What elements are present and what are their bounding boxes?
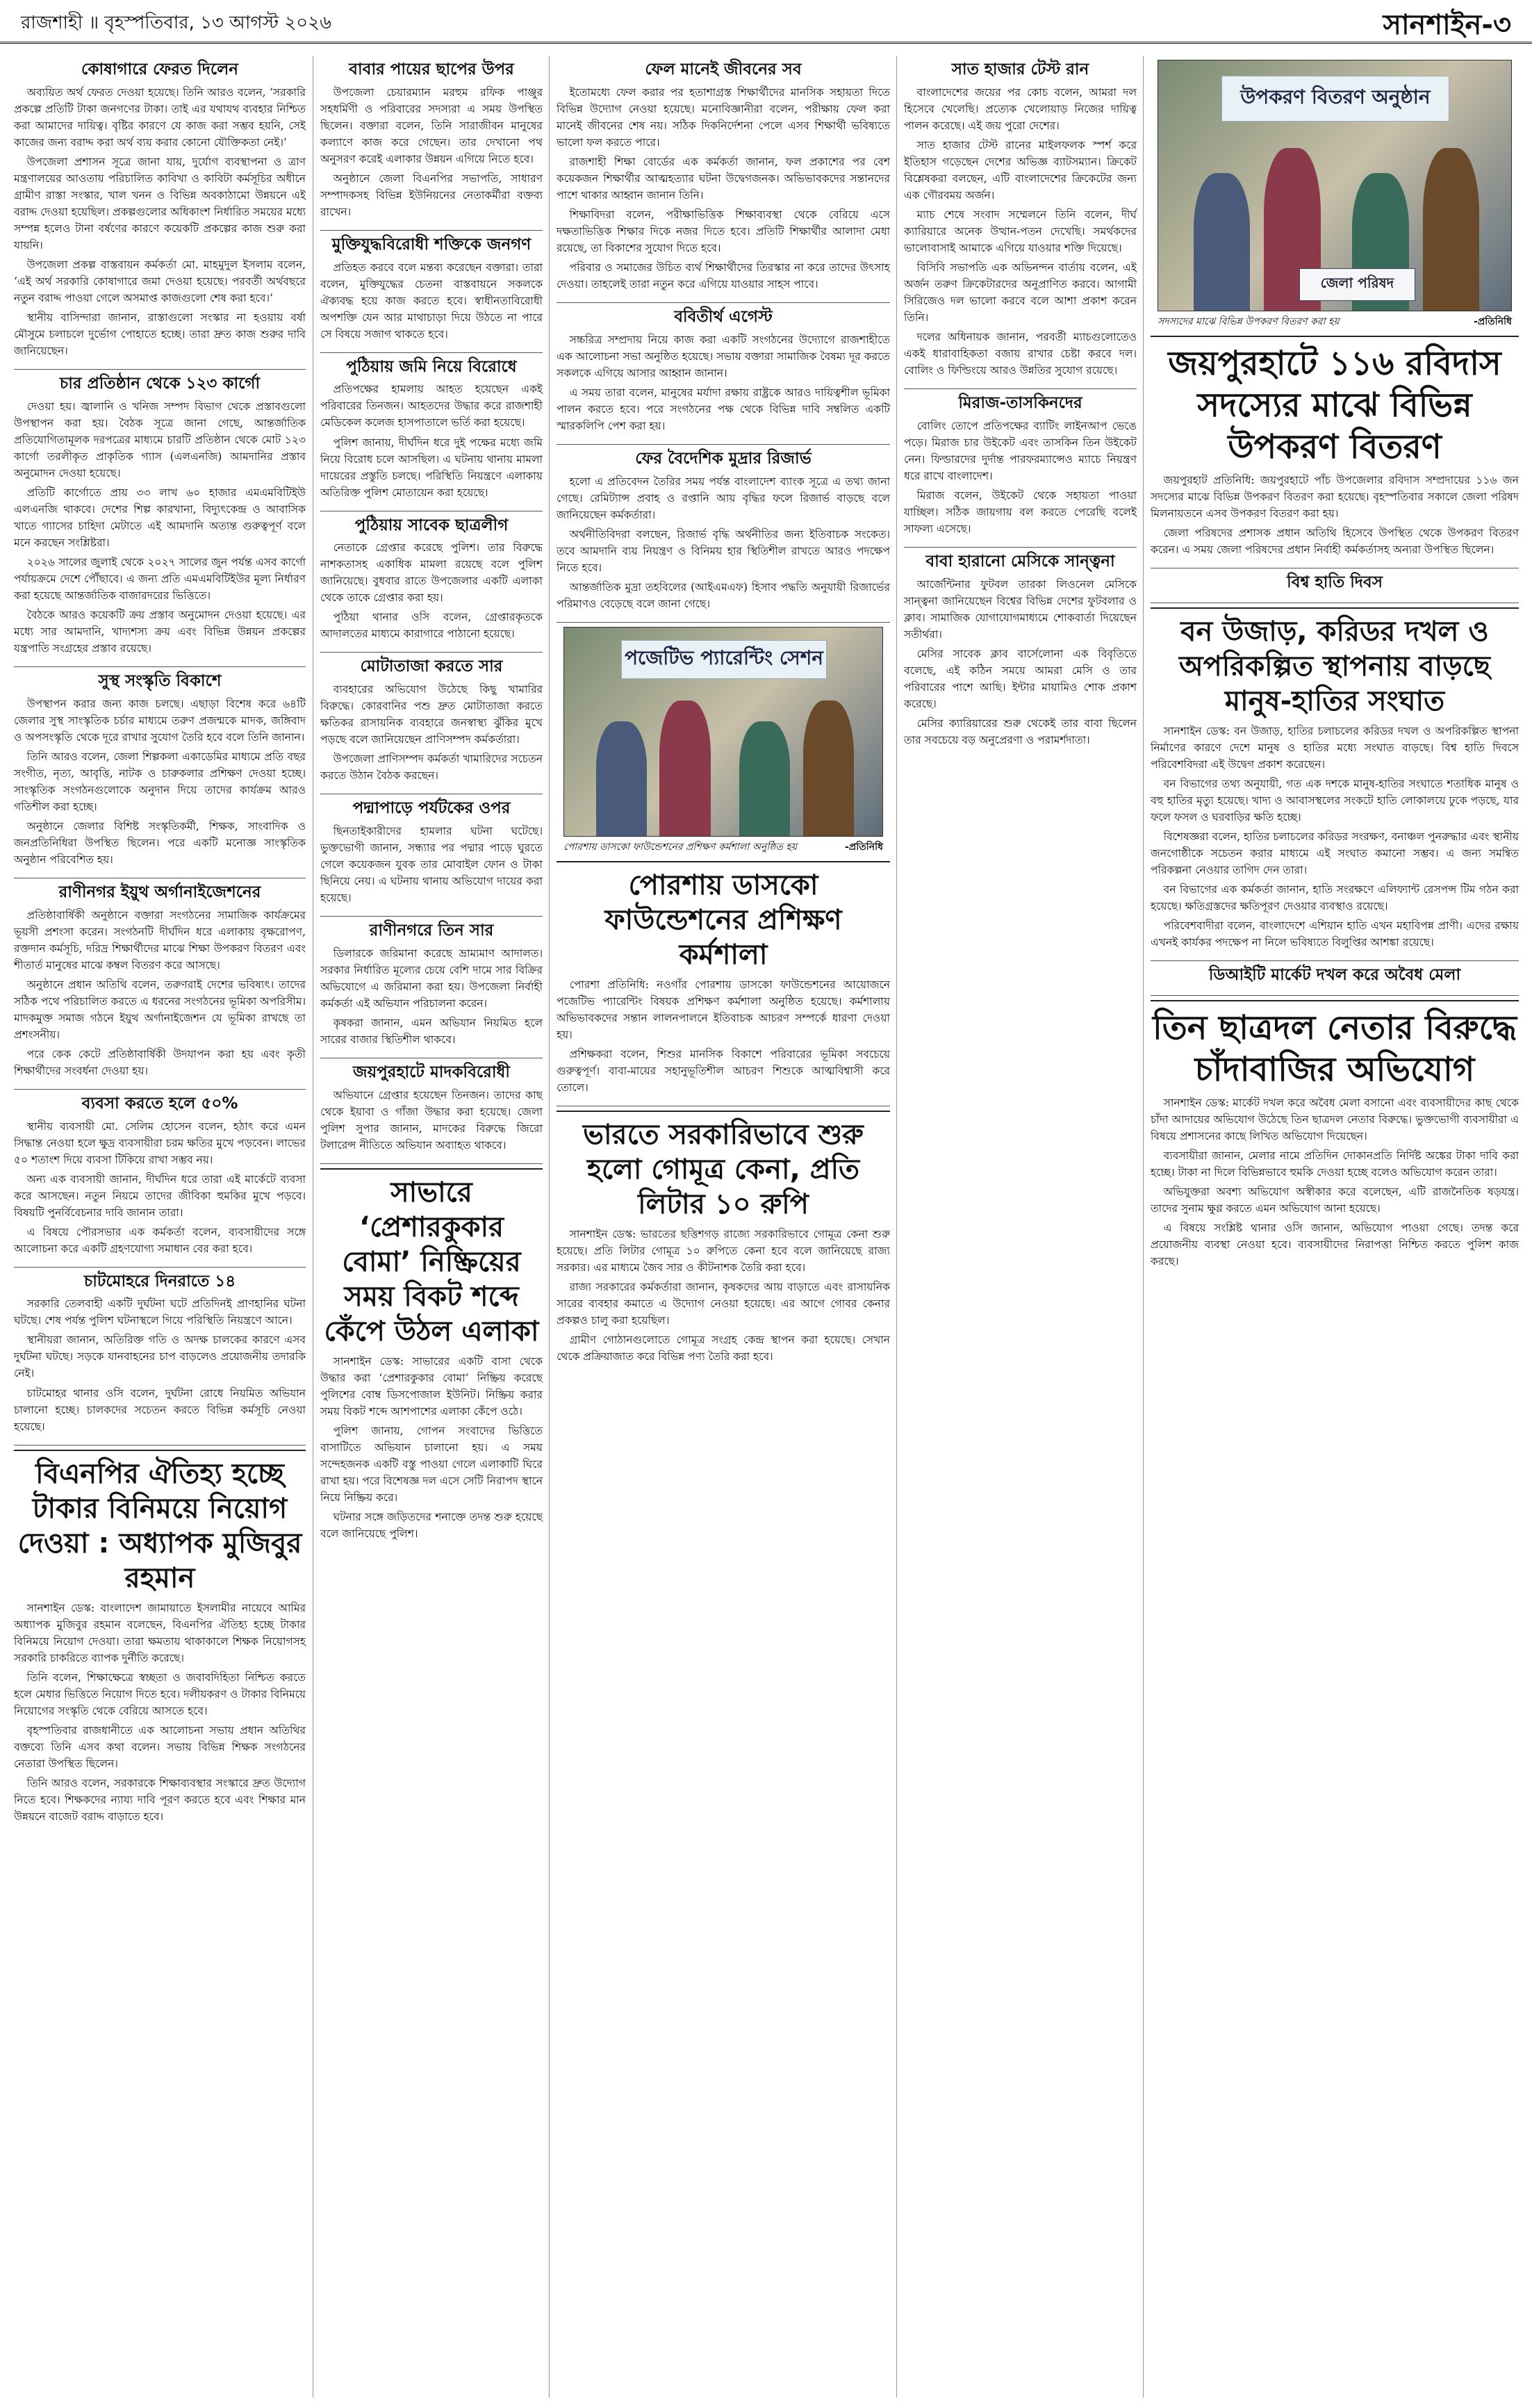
article-body: [14, 1295, 306, 1434]
photo-banner: উপকরণ বিতরণ অনুষ্ঠান: [1221, 76, 1449, 122]
article: [320, 235, 543, 343]
paragraph: ব্যবহারের অভিযোগ উঠেছে কিছু খামারির বিরুদ্ধে। কোরবানির পশু দ্রুত মোটাতাজা করতে ক্ষতিকর রাসায়নিক ব্যবহারে জনস্বাস্থ্য ঝুঁকির মুখে পড়ছে বলে জানিয়েছেন প্রাণিসম্পদ কর্মকর্তারা।: [320, 683, 543, 746]
paragraph: বিসিবি সভাপতি এক অভিনন্দন বার্তায় বলেন, এই অর্জন তরুণ ক্রিকেটারদের অনুপ্রাণিত করবে। আগামী সিরিজেও দল ভালো করবে বলে আশা প্রকাশ করেন তিনি।: [904, 261, 1137, 324]
paragraph: উপস্থাপন করার জন্য কাজ চলছে। এছাড়া বিশেষ করে ৬৪টি জেলার সুস্থ সাংস্কৃতিক চর্চার মাধ্যমে তরুণ প্রজন্মকে মাদক, জঙ্গিবাদ ও অপসংস্কৃতি থেকে দূরে রাখার সুযোগ তৈরি হবে বলে তিনি জানান।: [14, 697, 306, 744]
headline: বিএনপির ঐতিহ্য হচ্ছে টাকার বিনিময়ে নিয়োগ দেওয়া : অধ্যাপক মুজিবুর রহমান: [14, 1450, 306, 1596]
person-figure: [739, 721, 790, 836]
divider: [14, 1267, 306, 1268]
caption-text: সদস্যদের মাঝে বিভিন্ন উপকরণ বিতরণ করা হয়: [1158, 316, 1340, 327]
paragraph: স্থানীয় বাসিন্দারা জানান, রাস্তাগুলো সংস্কার না হওয়ায় বর্ষা মৌসুমে চলাচলে দুর্ভোগ পোহাতে হচ্ছে। তারা দ্রুত কাজ শুরুর দাবি জানিয়েছেন।: [14, 311, 306, 357]
paragraph: ঘটনার সঙ্গে জড়িতদের শনাক্তে তদন্ত শুরু হয়েছে বলে জানিয়েছে পুলিশ।: [320, 1510, 543, 1540]
article: [1151, 1000, 1519, 1270]
paragraph: ডিলারকে জরিমানা করেছে ভ্রাম্যমাণ আদালত। সরকার নির্ধারিত মূল্যের চেয়ে বেশি দামে সার বিক্রির অভিযোগে এ জরিমানা করা হয়। উপজেলা নির্বাহী কর্মকর্তা এই অভিযান পরিচালনা করেন।: [320, 947, 543, 1010]
article: [320, 1168, 543, 1542]
photo-credit: -প্রতিনিধি: [1474, 316, 1512, 327]
paragraph: পুলিশ জানায়, দীর্ঘদিন ধরে দুই পক্ষের মধ্যে জমি নিয়ে বিরোধ চলে আসছিল। এ ঘটনায় থানায় মামলা দায়েরের প্রস্তুতি চলছে। পরিস্থিতি নিয়ন্ত্রণে এলাকায় অতিরিক্ত পুলিশ মোতায়েন করা হয়েছে।: [320, 436, 543, 499]
divider: [320, 916, 543, 917]
article-body: [14, 1600, 306, 1825]
photo-credit: -প্রতিনিধি: [845, 841, 883, 853]
headline: পুঠিয়ায় সাবেক ছাত্রলীগ: [354, 516, 509, 534]
divider: [320, 1163, 543, 1164]
article: [557, 449, 890, 612]
paragraph: প্রতিষ্ঠাবার্ষিকী অনুষ্ঠানে বক্তারা সংগঠনের সামাজিক কার্যক্রমের ভূয়সী প্রশংসা করেন। সংগঠনটি দীর্ঘদিন ধরে এলাকায় বৃক্ষরোপণ, রক্তদান কর্মসূচি, দরিদ্র শিক্ষার্থীদের মাঝে শিক্ষা উপকরণ বিতরণ এবং শীতার্ত মানুষের মাঝে কম্বল বিতরণ করে আসছে।: [14, 908, 306, 972]
paragraph: দলের অধিনায়ক জানান, পরবর্তী ম্যাচগুলোতেও একই ধারাবাহিকতা বজায় রাখার চেষ্টা করবে দল। বোলিং ও ফিল্ডিংয়ে আরও উন্নতির সুযোগ রয়েছে।: [904, 330, 1137, 377]
headline: সুস্থ সংস্কৃতি বিকাশে: [98, 671, 222, 690]
article-body: [14, 907, 306, 1079]
divider: [904, 388, 1137, 389]
person-figure: [659, 701, 710, 836]
article: [14, 1272, 306, 1435]
paragraph: বাংলাদেশের জয়ের পর কোচ বলেন, আমরা দল হিসেবে খেলেছি। প্রত্যেক খেলোয়াড় নিজের দায়িত্ব পালন করেছে। এই জয় পুরো দেশের।: [904, 85, 1137, 132]
headline: বাবা হারানো মেসিকে সান্ত্বনা: [925, 552, 1115, 571]
column-4: [896, 56, 1144, 2398]
paragraph: স্থানীয়রা জানান, অতিরিক্ত গতি ও অদক্ষ চালকের কারণে এসব দুর্ঘটনা ঘটছে। সড়কে যানবাহনের চাপ বাড়লেও প্রয়োজনীয় তদারকি নেই।: [14, 1334, 306, 1380]
article: [14, 671, 306, 868]
news-photo: [563, 627, 883, 837]
divider: [14, 369, 306, 370]
divider: [904, 547, 1137, 548]
paragraph: বৃহস্পতিবার রাজধানীতে এক আলোচনা সভায় প্রধান অতিথির বক্তব্যে তিনি এসব কথা বলেন। সভায় বিভিন্ন শিক্ষক সংগঠনের নেতারা উপস্থিত ছিলেন।: [14, 1723, 306, 1770]
paragraph: মেসির ক্যারিয়ারের শুরু থেকেই তার বাবা ছিলেন তার সবচেয়ে বড় অনুপ্রেরণা ও পরামর্শদাতা।: [904, 716, 1137, 746]
article: [1151, 573, 1519, 593]
paragraph: বন বিভাগের তথ্য অনুযায়ী, গত এক দশকে মানুষ-হাতির সংঘাতে শতাধিক মানুষ ও বহু হাতির মৃত্যু হয়েছে। খাদ্য ও আবাসস্থলের সংকটে হাতি লোকালয়ে ঢুকে পড়ছে, যার ফলে ফসল ও ঘরবাড়ির ক্ষতি হচ্ছে।: [1151, 777, 1519, 824]
article-body: [557, 1226, 890, 1365]
article-body: [904, 84, 1137, 379]
paragraph: বিশেষজ্ঞরা বলেন, হাতির চলাচলের করিডর সংরক্ষণ, বনাঞ্চল পুনরুদ্ধার এবং স্থানীয় জনগোষ্ঠীকে সচেতন করার মাধ্যমে এই সংঘাত কমানো সম্ভব। এ জন্য সমন্বিত পরিকল্পনা নেওয়ার তাগিদ দেন তারা।: [1151, 830, 1519, 876]
paragraph: আর্জেন্টিনার ফুটবল তারকা লিওনেল মেসিকে সান্ত্বনা জানিয়েছেন বিশ্বের বিভিন্ন দেশের ফুটবলার ও ক্লাব। সামাজিক যোগাযোগমাধ্যমে শোকবার্তা দিয়েছেন সতীর্থরা।: [904, 578, 1137, 641]
paragraph: হলো এ প্রতিবেদন তৈরির সময় পর্যন্ত বাংলাদেশ ব্যাংক সূত্রে এ তথ্য জানা গেছে। রেমিট্যান্স প্রবাহ ও রপ্তানি আয় বৃদ্ধির ফলে রিজার্ভ বাড়ছে বলে জানিয়েছেন কর্মকর্তারা।: [557, 475, 890, 521]
paragraph: কৃষকরা জানান, এমন অভিযান নিয়মিত হলে সারের বাজার স্থিতিশীল থাকবে।: [320, 1016, 543, 1046]
paragraph: মিরাজ বলেন, উইকেট থেকে সহায়তা পাওয়া যাচ্ছিল। সঠিক জায়গায় বল করতে পেরেছি বলেই সাফল্য এসেছে।: [904, 489, 1137, 535]
paragraph: উপজেলা চেয়ারম্যান মরহুম রফিক পাঞ্জুর সহধর্মিণী ও পরিবারের সদস্যরা এ সময় উপস্থিত ছিলেন। বক্তারা বলেন, তিনি সারাজীবন মানুষের কল্যাণে কাজ করে গেছেন। তার দেখানো পথ অনুসরণ করেই এলাকার উন্নয়ন এগিয়ে নিতে হবে।: [320, 85, 543, 165]
paragraph: উপজেলা প্রকল্প বাস্তবায়ন কর্মকর্তা মো. মাহমুদুল ইসলাম বলেন, ‘এই অর্থ সরকারি কোষাগারে জমা দেওয়া হয়েছে। পরবর্তী অর্থবছরে নতুন বরাদ্দ পাওয়া গেলে অসমাপ্ত কাজগুলো শেষ করা হবে।’: [14, 258, 306, 304]
paragraph: অভিযানে গ্রেপ্তার হয়েছেন তিনজন। তাদের কাছ থেকে ইয়াবা ও গাঁজা উদ্ধার করা হয়েছে। জেলা পুলিশ সুপার জানান, মাদকের বিরুদ্ধে জিরো টলারেন্স নীতিতে অভিযান অব্যাহত থাকবে।: [320, 1088, 543, 1152]
column-3: [549, 56, 897, 2398]
divider: [557, 444, 890, 445]
headline: পুঠিয়ায় জমি নিয়ে বিরোধে: [346, 357, 517, 376]
article: [904, 60, 1137, 379]
article: [320, 60, 543, 220]
article: [14, 883, 306, 1079]
photo-caption: [563, 841, 883, 854]
article: [1151, 965, 1519, 985]
headline: ডিআইটি মার্কেট দখল করে অবৈধ মেলা: [1208, 965, 1461, 984]
article: [557, 307, 890, 434]
article-body: [320, 945, 543, 1048]
paragraph: সানশাইন ডেস্ক: ভারতের ছত্তিশগড় রাজ্যে সরকারিভাবে গোমূত্র কেনা শুরু হয়েছে। প্রতি লিটার গোমূত্র ১০ রুপিতে কেনা হবে বলে জানিয়েছে রাজ্য সরকার। এর মাধ্যমে জৈব সার ও কীটনাশক তৈরি করা হবে।: [557, 1227, 890, 1274]
paragraph: অনুষ্ঠানে প্রধান অতিথি বলেন, তরুণরাই দেশের ভবিষ্যৎ। তাদের সঠিক পথে পরিচালিত করতে এ ধরনের সংগঠনের ভূমিকা অপরিসীম। মাদকমুক্ত সমাজ গঠনে ইয়ুথ অর্গানাইজেশন যে ভূমিকা রাখছে তা প্রশংসনীয়।: [14, 978, 306, 1041]
paragraph: সানশাইন ডেস্ক: বন উজাড়, হাতির চলাচলের করিডর দখল ও অপরিকল্পিত স্থাপনা নির্মাণের কারণে দেশে মানুষ ও হাতির মধ্যে সংঘাত বাড়ছে। বিশ্ব হাতি দিবসে পরিবেশবিদরা এই উদ্বেগ প্রকাশ করেছেন।: [1151, 724, 1519, 771]
article-body: [904, 576, 1137, 748]
person-figure: [1194, 173, 1250, 311]
article: [14, 1450, 306, 1825]
article-body: [1151, 1095, 1519, 1270]
paragraph: পুলিশ জানায়, গোপন সংবাদের ভিত্তিতে বাসাটিতে অভিযান চালানো হয়। এ সময় সন্দেহজনক একটি বস্তু পাওয়া গেলে এলাকাটি ঘিরে রাখা হয়। পরে বিশেষজ্ঞ দল এসে সেটি নিরাপদ স্থানে নিয়ে নিষ্ক্রিয় করে।: [320, 1424, 543, 1504]
article: [14, 374, 306, 657]
paragraph: নেতাকে গ্রেপ্তার করেছে পুলিশ। তার বিরুদ্ধে নাশকতাসহ একাধিক মামলা রয়েছে বলে পুলিশ জানিয়েছে। বুধবার রাতে উপজেলার একটি এলাকা থেকে তাকে গ্রেপ্তার করা হয়।: [320, 541, 543, 605]
paragraph: ২০২৬ সালের জুলাই থেকে ২০২৭ সালের জুন পর্যন্ত এসব কার্গো পর্যায়ক্রমে দেশে পৌঁছাবে। এ জন্য প্রতি এমএমবিটিইউর মূল্য নির্ধারণ করা হয়েছে আন্তর্জাতিক বাজারদরের ভিত্তিতে।: [14, 555, 306, 602]
paragraph: সানশাইন ডেস্ক: সাভারের একটি বাসা থেকে উদ্ধার করা ‘প্রেশারকুকার বোমা’ নিষ্ক্রিয় করেছে পুলিশের বোম্ব ডিসপোজাল ইউনিট। নিষ্ক্রিয় করার সময় বিকট শব্দে আশপাশের এলাকা কেঁপে ওঠে।: [320, 1354, 543, 1418]
paragraph: উপজেলা প্রশাসন সূত্রে জানা যায়, দুর্যোগ ব্যবস্থাপনা ও ত্রাণ মন্ত্রণালয়ের আওতায় পরিচালিত কাবিখা ও কাবিটা কর্মসূচির অধীনে গ্রামীণ রাস্তা সংস্কার, খাল খনন ও বিভিন্ন অবকাঠামো উন্নয়নে এই বরাদ্দ দেওয়া হয়েছিল। প্রকল্পগুলোর অধিকাংশ নির্ধারিত সময়ের মধ্যে সম্পন্ন হলেও টানা বর্ষণের কারণে কয়েকটি প্রকল্পের কাজ শুরু করা যায়নি।: [14, 155, 306, 252]
paragraph: ইতোমধ্যে ফেল করার পর হতাশাগ্রস্ত শিক্ষার্থীদের মানসিক সহায়তা দিতে বিভিন্ন উদ্যোগ নেওয়া হয়েছে। মনোবিজ্ঞানীরা বলেন, পরীক্ষায় ফেল করা মানেই জীবনের শেষ নয়। সঠিক দিকনির্দেশনা পেলে এসব শিক্ষার্থী ভবিষ্যতে ভালো ফল করতে পারে।: [557, 85, 890, 149]
paragraph: পোরশা প্রতিনিধি: নওগাঁর পোরশায় ডাসকো ফাউন্ডেশনের আয়োজনে পজেটিভ প্যারেন্টিং বিষয়ক প্রশিক্ষণ কর্মশালা অনুষ্ঠিত হয়েছে। কর্মশালায় অভিভাবকদের সন্তান লালনপালনে ইতিবাচক আচরণ সম্পর্কে ধারণা দেওয়া হয়।: [557, 978, 890, 1041]
photo-banner: পজেটিভ প্যারেন্টিং সেশন: [621, 640, 826, 679]
article: [320, 921, 543, 1048]
headline: বন উজাড়, করিডর দখল ও অপরিকল্পিত স্থাপনায় বাড়ছে মানুষ-হাতির সংঘাত: [1151, 607, 1519, 719]
paragraph: বন বিভাগের এক কর্মকর্তা জানান, হাতি সংরক্ষণে এলিফ্যান্ট রেসপন্স টিম গঠন করা হয়েছে। ক্ষতিগ্রস্তদের ক্ষতিপূরণ দেওয়ার ব্যবস্থাও রয়েছে।: [1151, 883, 1519, 912]
divider: [320, 652, 543, 653]
headline: চার প্রতিষ্ঠান থেকে ১২৩ কার্গো: [59, 375, 261, 393]
paragraph: রাজশাহী শিক্ষা বোর্ডের এক কর্মকর্তা জানান, ফল প্রকাশের পর বেশ কয়েকজন শিক্ষার্থীর আত্মহত্যার ঘটনা উদ্বেগজনক। অভিভাবকদের সন্তানদের পাশে থাকার আহ্বান জানান তিনি।: [557, 155, 890, 202]
paragraph: পরিবার ও সমাজের উচিত ব্যর্থ শিক্ষার্থীদের তিরস্কার না করে তাদের উৎসাহ দেওয়া। তাহলেই তারা নতুন করে এগিয়ে যাওয়ার সাহস পাবে।: [557, 261, 890, 290]
article: [1151, 60, 1519, 558]
article-body: [320, 1087, 543, 1154]
headline: পদ্মাপাড়ে পর্যটকের ওপর: [352, 799, 511, 818]
paragraph: রাজ্য সরকারের কর্মকর্তারা জানান, কৃষকদের আয় বাড়াতে এবং রাসায়নিক সারের ব্যবহার কমাতে এ উদ্যোগ নেওয়া হয়েছে। এর আগে গোবর কেনার প্রকল্পও চালু করা হয়েছিল।: [557, 1280, 890, 1327]
photo-caption: [1158, 316, 1512, 329]
article-body: [320, 681, 543, 784]
divider: [557, 302, 890, 303]
paragraph: চাটমোহর থানার ওসি বলেন, দুর্ঘটনা রোধে নিয়মিত অভিযান চালানো হচ্ছে। চালকদের সচেতন করতে বিভিন্ন কর্মসূচি নেওয়া হয়েছে।: [14, 1386, 306, 1433]
paragraph: অব্যয়িত অর্থ ফেরত দেওয়া হয়েছে। তিনি আরও বলেন, ‘সরকারি প্রকল্পে প্রতিটি টাকা জনগণের টাকা। তাই এর যথাযথ ব্যবহার নিশ্চিত করা আমাদের দায়িত্ব। বৃষ্টির কারণে যে কাজ করা সম্ভব হয়নি, সেই কাজের জন্য বরাদ্দ করা অর্থ ব্যয় করার কোনো যৌক্তিকতা নেই।’: [14, 85, 306, 149]
paragraph: সানশাইন ডেস্ক: মার্কেট দখল করে অবৈধ মেলা বসানো এবং ব্যবসায়ীদের কাছ থেকে চাঁদা আদায়ের অভিযোগ উঠেছে তিন ছাত্রদল নেতার বিরুদ্ধে। ভুক্তভোগী ব্যবসায়ীরা এ বিষয়ে প্রশাসনের কাছে লিখিত অভিযোগ দিয়েছেন।: [1151, 1096, 1519, 1142]
column-2: [313, 56, 550, 2398]
article-body: [320, 823, 543, 906]
paragraph: পরিবেশবাদীরা বলেন, বাংলাদেশে এশিয়ান হাতি এখন মহাবিপন্ন প্রাণী। এদের রক্ষায় এখনই কার্যকর পদক্ষেপ না নিলে ভবিষ্যতে বিলুপ্তির আশঙ্কা রয়েছে।: [1151, 919, 1519, 949]
paragraph: আন্তর্জাতিক মুদ্রা তহবিলের (আইএমএফ) হিসাব পদ্ধতি অনুযায়ী রিজার্ভের পরিমাণও বেড়েছে বলে জানা গেছে।: [557, 580, 890, 610]
paragraph: তিনি বলেন, শিক্ষাক্ষেত্রে স্বচ্ছতা ও জবাবদিহিতা নিশ্চিত করতে হলে মেধার ভিত্তিতে নিয়োগ দিতে হবে। দলীয়করণ ও টাকার বিনিময়ে নিয়োগের সংস্কৃতি থেকে বেরিয়ে আসতে হবে।: [14, 1671, 306, 1717]
caption-text: পোরশায় ডাসকো ফাউন্ডেশনের প্রশিক্ষণ কর্মশালা অনুষ্ঠিত হয়: [563, 841, 797, 853]
headline: বাবার পায়ের ছাপের উপর: [349, 60, 514, 79]
paragraph: সানশাইন ডেস্ক: বাংলাদেশ জামায়াতে ইসলামীর নায়েবে আমির অধ্যাপক মুজিবুর রহমান বলেছেন, বিএনপির ঐতিহ্য হচ্ছে টাকার বিনিময়ে নিয়োগ দেওয়া। তারা ক্ষমতায় থাকাকালে শিক্ষক নিয়োগসহ সরকারি চাকরিতে ব্যাপক দুর্নীতি করেছে।: [14, 1601, 306, 1664]
person-figure: [596, 721, 647, 836]
paragraph: এ বিষয়ে সংশ্লিষ্ট থানার ওসি জানান, অভিযোগ পাওয়া গেছে। তদন্ত করে প্রয়োজনীয় ব্যবস্থা নেওয়া হবে। ব্যবসায়ীদের নিরাপত্তা নিশ্চিত করতে পুলিশ কাজ করছে।: [1151, 1221, 1519, 1268]
article: [14, 60, 306, 359]
divider: [14, 1089, 306, 1090]
paragraph: সচ্চরিত্র সম্প্রদায় নিয়ে কাজ করা একটি সংগঠনের উদ্যোগে রাজশাহীতে এক আলোচনা সভা অনুষ্ঠিত হয়েছে। সভায় বক্তারা সামাজিক বৈষম্য দূর করতে সকলকে এগিয়ে আসার আহ্বান জানান।: [557, 333, 890, 379]
headline: বিশ্ব হাতি দিবস: [1287, 573, 1383, 591]
paragraph: শিক্ষাবিদরা বলেন, পরীক্ষাভিত্তিক শিক্ষাব্যবস্থা থেকে বেরিয়ে এসে দক্ষতাভিত্তিক শিক্ষার দিকে নজর দিতে হবে। প্রতিটি শিক্ষার্থীর আলাদা মেধা রয়েছে, তা বিকাশের সুযোগ দিতে হবে।: [557, 208, 890, 254]
paragraph: প্রশিক্ষকরা বলেন, শিশুর মানসিক বিকাশে পরিবারের ভূমিকা সবচেয়ে গুরুত্বপূর্ণ। বাবা-মায়ের সহানুভূতিশীল আচরণ শিশুকে আত্মবিশ্বাসী করে তোলে।: [557, 1047, 890, 1094]
paragraph: এ বিষয়ে পৌরসভার এক কর্মকর্তা বলেন, ব্যবসায়ীদের সঙ্গে আলোচনা করে একটি গ্রহণযোগ্য সমাধান বের করা হবে।: [14, 1225, 306, 1255]
headline: ববিতীর্থ এগেস্ট: [674, 307, 773, 326]
headline: রাণীনগর ইয়ুথ অর্গানাইজেশনের: [58, 883, 261, 901]
article-body: [557, 976, 890, 1096]
article: [320, 516, 543, 643]
article: [320, 1063, 543, 1154]
paragraph: দেওয়া হয়। জ্বালানি ও খনিজ সম্পদ বিভাগ থেকে প্রস্তাবগুলো উপস্থাপন করা হয়। বৈঠক সূত্রে জানা গেছে, আন্তর্জাতিক প্রতিযোগিতামূলক দরপত্রের মাধ্যমে চারটি প্রতিষ্ঠান থেকে মোট ১২৩ কার্গো তরলীকৃত প্রাকৃতিক গ্যাস (এলএনজি) আমদানির প্রস্তাব অনুমোদন দেওয়া হয়েছে।: [14, 400, 306, 480]
article-body: [904, 418, 1137, 537]
dateline: রাজশাহী ॥ বৃহস্পতিবার, ১৩ আগস্ট ২০২৬: [21, 13, 331, 33]
article-body: [1151, 723, 1519, 951]
headline: ব্যবসা করতে হলে ৫০%: [81, 1094, 238, 1113]
paragraph: এ সময় তারা বলেন, মানুষের মর্যাদা রক্ষায় রাষ্ট্রকে আরও দায়িত্বশীল ভূমিকা পালন করতে হবে। পরে সংগঠনের পক্ষ থেকে বিভিন্ন দাবি সম্বলিত একটি স্মারকলিপি পেশ করা হয়।: [557, 386, 890, 432]
article-body: [557, 331, 890, 434]
article-body: [320, 84, 543, 220]
paragraph: অন্য এক ব্যবসায়ী জানান, দীর্ঘদিন ধরে তারা এই মার্কেটে ব্যবসা করে আসছেন। নতুন নিয়মে তাদের জীবিকা হুমকির মুখে পড়বে। বিষয়টি পুনর্বিবেচনার দাবি জানান তারা।: [14, 1172, 306, 1219]
paragraph: জয়পুরহাট প্রতিনিধি: জয়পুরহাটে পাঁচ উপজেলার রবিদাস সম্প্রদায়ের ১১৬ জন সদস্যের মাঝে বিভিন্ন উপকরণ বিতরণ করা হয়েছে। বৃহস্পতিবার সকালে জেলা পরিষদ মিলনায়তনে এসব উপকরণ বিতরণ করা হয়।: [1151, 473, 1519, 520]
article: [320, 357, 543, 501]
paragraph: তিনি আরও বলেন, সরকারকে শিক্ষাব্যবস্থার সংস্কারে দ্রুত উদ্যোগ নিতে হবে। শিক্ষকদের ন্যায্য দাবি পূরণ করতে হবে এবং শিক্ষার মান উন্নয়নে বাজেট বরাদ্দ বাড়াতে হবে।: [14, 1776, 306, 1823]
headline: ফেল মানেই জীবনের সব: [645, 60, 802, 79]
divider: [320, 352, 543, 353]
article-body: [14, 696, 306, 868]
article-body: [14, 398, 306, 657]
headline: তিন ছাত্রদল নেতার বিরুদ্ধে চাঁদাবাজির অভিযোগ: [1151, 1000, 1519, 1090]
article: [557, 627, 890, 1096]
paragraph: পুঠিয়া থানার ওসি বলেন, গ্রেপ্তারকৃতকে আদালতের মাধ্যমে কারাগারে পাঠানো হয়েছে।: [320, 611, 543, 641]
paragraph: অর্থনীতিবিদরা বলছেন, রিজার্ভ বৃদ্ধি অর্থনীতির জন্য ইতিবাচক সংকেত। তবে আমদানি ব্যয় নিয়ন্ত্রণ ও বিনিময় হার স্থিতিশীল রাখতে আরও পদক্ষেপ নিতে হবে।: [557, 527, 890, 574]
paragraph: অভিযুক্তরা অবশ্য অভিযোগ অস্বীকার করে বলেছেন, এটি রাজনৈতিক ষড়যন্ত্র। তাদের সুনাম ক্ষুণ্ণ করতে এমন অভিযোগ আনা হয়েছে।: [1151, 1185, 1519, 1215]
paragraph: স্থানীয় ব্যবসায়ী মো. সেলিম হোসেন বলেন, হঠাৎ করে এমন সিদ্ধান্ত নেওয়া হলে ক্ষুদ্র ব্যবসায়ীরা চরম ক্ষতির মুখে পড়বেন। লাভের ৫০ শতাংশ দিয়ে ব্যবসা টিকিয়ে রাখা সম্ভব নয়।: [14, 1120, 306, 1166]
article-body: [320, 1353, 543, 1542]
article-body: [557, 84, 890, 293]
column-5: [1143, 56, 1526, 2398]
headline: রাণীনগরে তিন সার: [369, 922, 494, 940]
article: [904, 393, 1137, 537]
paragraph: প্রতিটি কার্গোতে প্রায় ৩৩ লাখ ৬০ হাজার এমএমবিটিইউ এলএনজি থাকবে। দেশের শিল্প কারখানা, বিদ্যুৎকেন্দ্র ও আবাসিক খাতে গ্যাসের চাহিদা মেটাতে এই আমদানি অত্যন্ত গুরুত্বপূর্ণ বলে মনে করছেন সংশ্লিষ্টরা।: [14, 486, 306, 549]
paragraph: ছিনতাইকারীদের হামলার ঘটনা ঘটেছে। ভুক্তভোগী জানান, সন্ধ্যার পর পদ্মার পাড়ে ঘুরতে গেলে কয়েকজন যুবক তার মোবাইল ফোন ও টাকা ছিনিয়ে নেয়। এ ঘটনায় থানায় অভিযোগ দায়ের করা হয়েছে।: [320, 825, 543, 905]
person-figure: [803, 701, 854, 836]
paragraph: মেসির সাবেক ক্লাব বার্সেলোনা এক বিবৃতিতে বলেছে, এই কঠিন সময়ে আমরা মেসি ও তার পরিবারের পাশে আছি। ইন্টার মায়ামিও শোক প্রকাশ করেছে।: [904, 647, 1137, 710]
headline: জয়পুরহাটে মাদকবিরোধী: [353, 1063, 510, 1081]
article: [14, 1094, 306, 1257]
article-body: [1151, 472, 1519, 558]
article-body: [320, 539, 543, 642]
headline: সাত হাজার টেস্ট রান: [951, 60, 1089, 79]
paragraph: জেলা পরিষদের প্রশাসক প্রধান অতিথি হিসেবে উপস্থিত থেকে উপকরণ বিতরণ করেন। এ সময় জেলা পরিষদের প্রধান নির্বাহী কর্মকর্তাসহ অন্যরা উপস্থিত ছিলেন।: [1151, 526, 1519, 556]
masthead: সানশাইন-৩: [1383, 9, 1511, 41]
paragraph: ম্যাচ শেষে সংবাদ সম্মেলনে তিনি বলেন, দীর্ঘ ক্যারিয়ারে অনেক উত্থান-পতন দেখেছি। সমর্থকদের ভালোবাসাই আমাকে এগিয়ে যাওয়ার শক্তি দিয়েছে।: [904, 208, 1137, 254]
news-photo: [1158, 60, 1512, 311]
headline: পোরশায় ডাসকো ফাউন্ডেশনের প্রশিক্ষণ কর্মশালা: [557, 861, 890, 972]
paragraph: সাত হাজার টেস্ট রানের মাইলফলক স্পর্শ করে ইতিহাস গড়েছেন দেশের অভিজ্ঞ ব্যাটসম্যান। ক্রিকেট বিশ্লেষকরা বলছেন, এটি বাংলাদেশের ক্রিকেটের জন্য এক গৌরবময় অর্জন।: [904, 138, 1137, 202]
headline: মোটাতাজা করতে সার: [360, 657, 503, 676]
paragraph: সরকারি তেলবাহী একটি দুর্ঘটনা ঘটে প্রতিদিনই প্রাণহানির ঘটনা ঘটছে। শেষ পর্যন্ত পুলিশ ঘটনাস্থলে গিয়ে পরিস্থিতি নিয়ন্ত্রণে আনে।: [14, 1297, 306, 1327]
article: [320, 657, 543, 784]
article: [557, 1111, 890, 1365]
headline: মিরাজ-তাসকিনদের: [958, 394, 1082, 413]
divider: [1151, 995, 1519, 996]
headline: সাভারে ‘প্রেশারকুকার বোমা’ নিষ্ক্রিয়ের সময় বিকট শব্দে কেঁপে উঠল এলাকা: [320, 1168, 543, 1349]
headline: চাটমোহরে দিনরাতে ১৪: [83, 1272, 236, 1291]
article-body: [14, 84, 306, 359]
divider: [320, 230, 543, 231]
article: [1151, 607, 1519, 951]
paragraph: উপজেলা প্রাণিসম্পদ কর্মকর্তা খামারিদের সচেতন করতে উঠান বৈঠক করছেন।: [320, 753, 543, 783]
article-body: [320, 381, 543, 500]
article-body: [557, 473, 890, 612]
divider: [1151, 960, 1519, 961]
paragraph: প্রতিহত করবে বলে মন্তব্য করেছেন বক্তারা। তারা বলেন, মুক্তিযুদ্ধের চেতনা বাস্তবায়নে সকলকে ঐক্যবদ্ধ হয়ে কাজ করতে হবে। স্বাধীনতাবিরোধী অপশক্তি যেন আর মাথাচাড়া দিয়ে উঠতে না পারে সে বিষয়ে সজাগ থাকতে হবে।: [320, 261, 543, 341]
ballot-box-label: জেলা পরিষদ: [1299, 268, 1415, 301]
headline: ভারতে সরকারিভাবে শুরু হলো গোমূত্র কেনা, প্রতি লিটার ১০ রুপি: [557, 1111, 890, 1222]
headline: মুক্তিযুদ্ধবিরোধী শক্তিকে জনগণ: [331, 235, 532, 254]
divider: [557, 622, 890, 623]
paragraph: অনুষ্ঠানে জেলার বিশিষ্ট সংস্কৃতিকর্মী, শিক্ষক, সাংবাদিক ও জনপ্রতিনিধিরা উপস্থিত ছিলেন। পরে একটি মনোজ্ঞ সাংস্কৃতিক অনুষ্ঠান পরিবেশিত হয়।: [14, 819, 306, 866]
paragraph: ব্যবসায়ীরা জানান, মেলার নামে প্রতিদিন দোকানপ্রতি নির্দিষ্ট অঙ্কের টাকা দাবি করা হচ্ছে। টাকা না দিলে বিভিন্নভাবে হুমকি দেওয়া হচ্ছে বলেও অভিযোগ করেন তারা।: [1151, 1149, 1519, 1179]
paragraph: প্রতিপক্ষের হামলায় আহত হয়েছেন একই পরিবারের তিনজন। আহতদের উদ্ধার করে রাজশাহী মেডিকেল কলেজ হাসপাতালে ভর্তি করা হয়েছে।: [320, 383, 543, 429]
paragraph: অনুষ্ঠানে জেলা বিএনপির সভাপতি, সাধারণ সম্পাদকসহ বিভিন্ন ইউনিয়নের নেতাকর্মীরা বক্তব্য রাখেন।: [320, 172, 543, 218]
column-1: [7, 56, 313, 2398]
headline: ফের বৈদেশিক মুদ্রার রিজার্ভ: [635, 449, 812, 468]
paragraph: গ্রামীণ গোঠানগুলোতে গোমূত্র সংগ্রহ কেন্দ্র স্থাপন করা হয়েছে। সেখান থেকে প্রক্রিয়াজাত করে বিভিন্ন পণ্য তৈরি করা হবে।: [557, 1333, 890, 1363]
article: [557, 60, 890, 293]
paragraph: পরে কেক কেটে প্রতিষ্ঠাবার্ষিকী উদযাপন করা হয় এবং কৃতী শিক্ষার্থীদের সংবর্ধনা দেওয়া হয়।: [14, 1047, 306, 1077]
article: [904, 552, 1137, 748]
person-figure: [1423, 148, 1479, 311]
divider: [14, 666, 306, 667]
paragraph: বোলিং তোপে প্রতিপক্ষের ব্যাটিং লাইনআপ ভেঙে পড়ে। মিরাজ চার উইকেট এবং তাসকিন তিন উইকেট নেন। ফিল্ডারদের দুর্দান্ত পারফরম্যান্সেও ম্যাচে নিয়ন্ত্রণ ধরে রাখে বাংলাদেশ।: [904, 419, 1137, 482]
headline: কোষাগারে ফেরত দিলেন: [81, 60, 238, 79]
paragraph: বৈঠকে আরও কয়েকটি ক্রয় প্রস্তাব অনুমোদন দেওয়া হয়েছে। এর মধ্যে সার আমদানি, খাদ্যশস্য ক্রয় এবং বিভিন্ন উন্নয়ন প্রকল্পের যন্ত্রপাতি সংগ্রহের প্রস্তাব রয়েছে।: [14, 608, 306, 655]
article-body: [14, 1118, 306, 1257]
page-header: [0, 0, 1532, 44]
headline: জয়পুরহাটে ১১৬ রবিদাস সদস্যের মাঝে বিভিন্ন উপকরণ বিতরণ: [1151, 336, 1519, 468]
paragraph: তিনি আরও বলেন, জেলা শিল্পকলা একাডেমির মাধ্যমে প্রতি বছর সংগীত, নৃত্য, আবৃত্তি, নাটক ও চারুকলার প্রশিক্ষণ দেওয়া হচ্ছে। সাংস্কৃতিক সংগঠনগুলোকে অনুদান দিয়ে তাদের কার্যক্রম আরও গতিশীল করা হচ্ছে।: [14, 750, 306, 813]
article-body: [320, 259, 543, 343]
article: [320, 798, 543, 906]
